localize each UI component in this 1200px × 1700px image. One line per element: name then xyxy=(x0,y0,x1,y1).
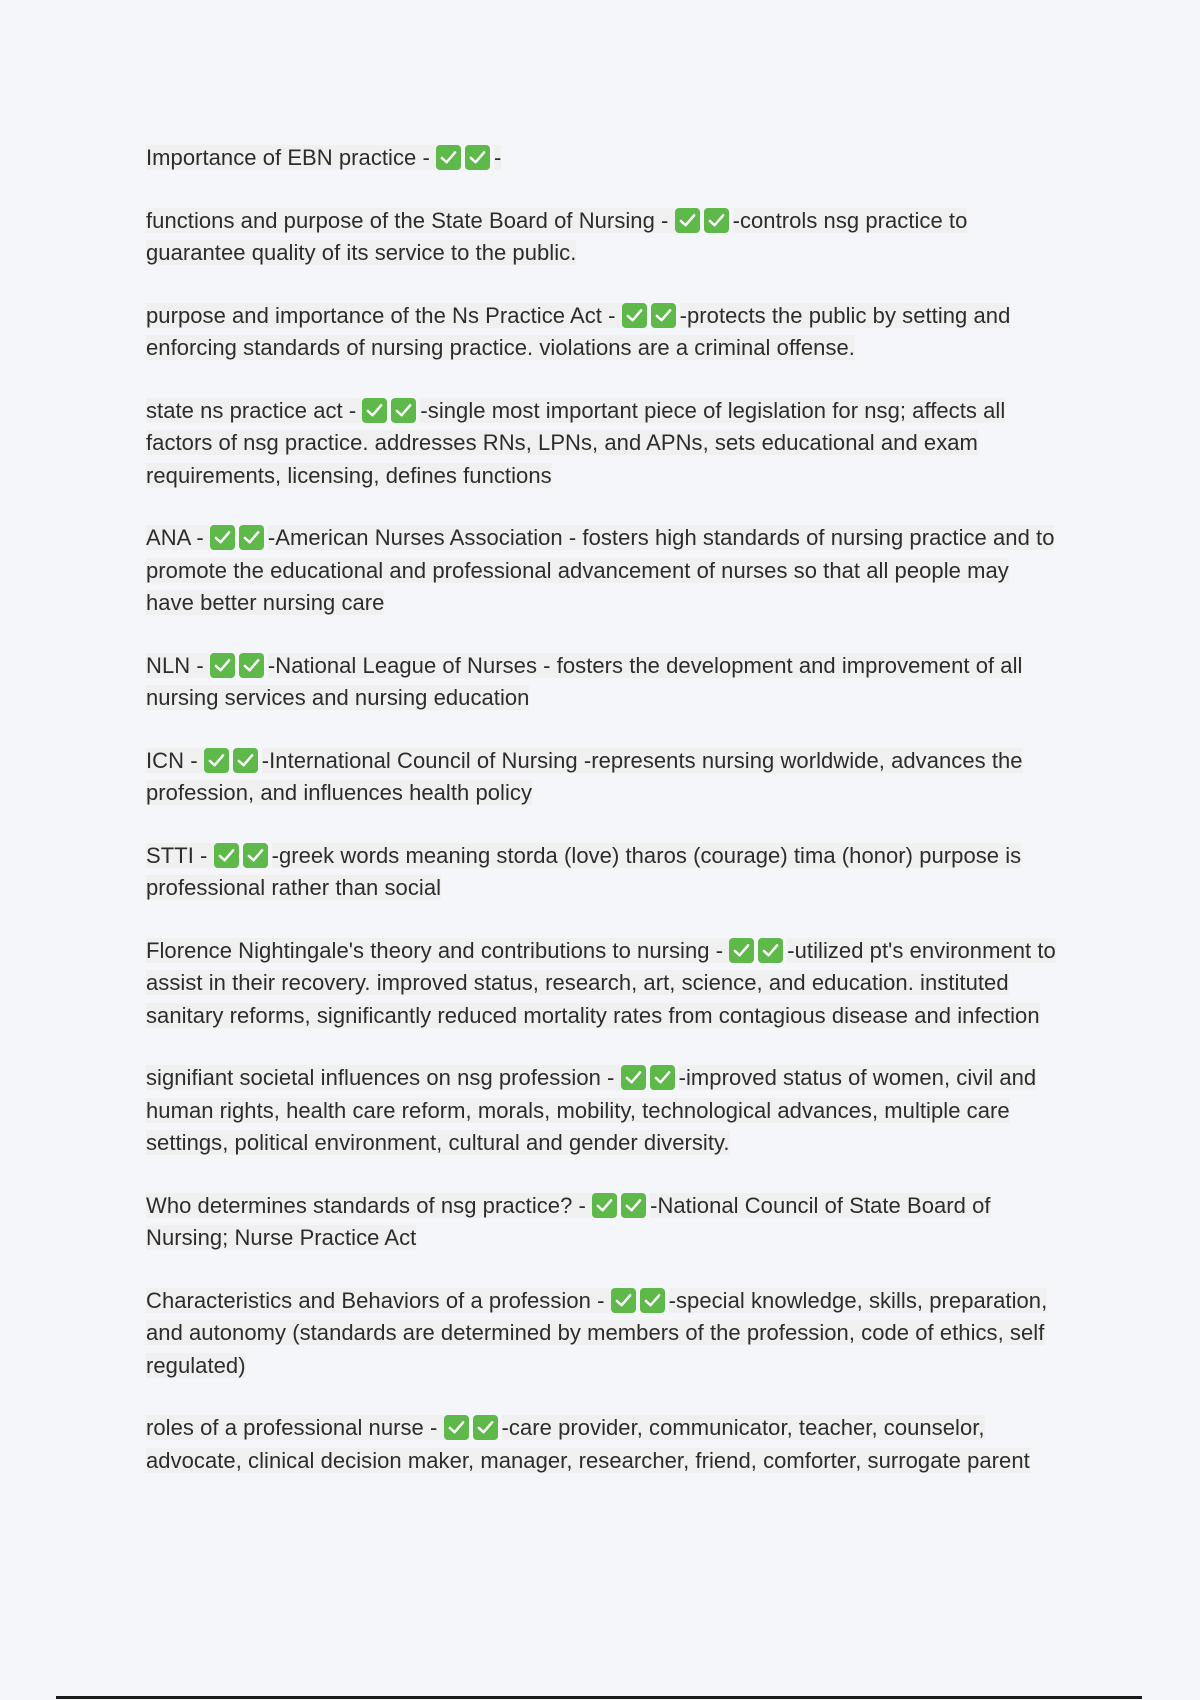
entry-term: purpose and importance of the Ns Practice Act - xyxy=(146,302,622,328)
check-mark-icon xyxy=(729,938,754,963)
entry-definition: -care provider, communicator, teacher, counselor, advocate, clinical decision maker, manager, researcher, friend, comforter, surrogate parent xyxy=(146,1415,1030,1473)
check-mark-icon xyxy=(239,525,264,550)
entry-definition: -International Council of Nursing -represents nursing worldwide, advances the profession, and influences health policy xyxy=(146,747,1023,805)
check-mark-icon xyxy=(704,208,729,233)
check-mark-icon xyxy=(621,1065,646,1090)
entry-definition: -utilized pt's environment to assist in their recovery. improved status, research, art, science, and education. instituted sanitary reforms, significantly reduced mortality rates from contagious disease and infection xyxy=(146,937,1056,1028)
entry-definition: - xyxy=(494,145,502,170)
flashcard-entry xyxy=(146,1062,1061,1160)
page-bottom-rule xyxy=(56,1696,1142,1699)
check-mark-icon xyxy=(204,748,229,773)
entry-term: ANA - xyxy=(146,525,210,550)
flashcard-entry xyxy=(146,300,1061,365)
check-mark-icon xyxy=(611,1288,636,1313)
check-mark-icon xyxy=(233,748,258,773)
entry-term: functions and purpose of the State Board of Nursing - xyxy=(146,207,675,233)
check-mark-icon xyxy=(592,1193,617,1218)
check-mark-icon xyxy=(622,303,647,328)
check-mark-icon xyxy=(758,938,783,963)
check-mark-icon xyxy=(391,398,416,423)
entry-term: Who determines standards of nsg practice? - xyxy=(146,1192,593,1218)
flashcard-entry xyxy=(146,522,1061,620)
entry-term: Florence Nightingale's theory and contributions to nursing - xyxy=(146,937,730,963)
entry-term: state ns practice act - xyxy=(146,397,363,423)
check-mark-icon xyxy=(465,145,490,170)
check-mark-icon xyxy=(640,1288,665,1313)
entry-term: NLN - xyxy=(146,652,210,678)
check-mark-icon xyxy=(473,1415,498,1440)
entry-definition: -greek words meaning storda (love) tharos (courage) tima (honor) purpose is professional rather than social xyxy=(146,842,1022,900)
flashcard-entry xyxy=(146,395,1061,493)
entry-term: STTI - xyxy=(146,842,214,868)
check-mark-icon xyxy=(239,653,264,678)
flashcard-entry xyxy=(146,745,1061,810)
check-mark-icon xyxy=(362,398,387,423)
flashcard-entry xyxy=(146,205,1061,270)
entry-term: Importance of EBN practice - xyxy=(146,145,437,170)
check-mark-icon xyxy=(214,843,239,868)
flashcard-entry xyxy=(146,650,1061,715)
entry-definition: -special knowledge, skills, preparation, and autonomy (standards are determined by members of the profession, code of ethics, self regulated) xyxy=(146,1287,1048,1378)
check-mark-icon xyxy=(210,525,235,550)
entry-term: ICN - xyxy=(146,747,204,773)
entry-definition: -National Council of State Board of Nursing; Nurse Practice Act xyxy=(146,1192,991,1250)
check-mark-icon xyxy=(210,653,235,678)
check-mark-icon xyxy=(621,1193,646,1218)
entry-term: roles of a professional nurse - xyxy=(146,1415,444,1440)
check-mark-icon xyxy=(675,208,700,233)
flashcard-list xyxy=(146,142,1061,1507)
check-mark-icon xyxy=(650,1065,675,1090)
flashcard-entry xyxy=(146,1285,1061,1383)
check-mark-icon xyxy=(436,145,461,170)
entry-definition: -controls nsg practice to guarantee quality of its service to the public. xyxy=(146,207,968,265)
entry-definition: -National League of Nurses - fosters the development and improvement of all nursing services and nursing education xyxy=(146,652,1023,710)
flashcard-entry xyxy=(146,142,1061,175)
check-mark-icon xyxy=(243,843,268,868)
flashcard-entry xyxy=(146,1412,1061,1477)
entry-definition: -single most important piece of legislation for nsg; affects all factors of nsg practice. addresses RNs, LPNs, and APNs, sets educational and exam requirements, licensing, defines functions xyxy=(146,397,1006,488)
flashcard-entry xyxy=(146,935,1061,1033)
entry-definition: -improved status of women, civil and human rights, health care reform, morals, mobility, technological advances, multiple care settings, political environment, cultural and gender diversity. xyxy=(146,1065,1037,1155)
check-mark-icon xyxy=(651,303,676,328)
entry-term: Characteristics and Behaviors of a profession - xyxy=(146,1287,611,1313)
check-mark-icon xyxy=(444,1415,469,1440)
entry-term: signifiant societal influences on nsg profession - xyxy=(146,1065,621,1090)
flashcard-entry xyxy=(146,840,1061,905)
entry-definition: -protects the public by setting and enforcing standards of nursing practice. violations are a criminal offense. xyxy=(146,302,1011,360)
flashcard-entry xyxy=(146,1190,1061,1255)
entry-definition: -American Nurses Association - fosters high standards of nursing practice and to promote the educational and professional advancement of nurses so that all people may have better nursing care xyxy=(146,525,1055,615)
